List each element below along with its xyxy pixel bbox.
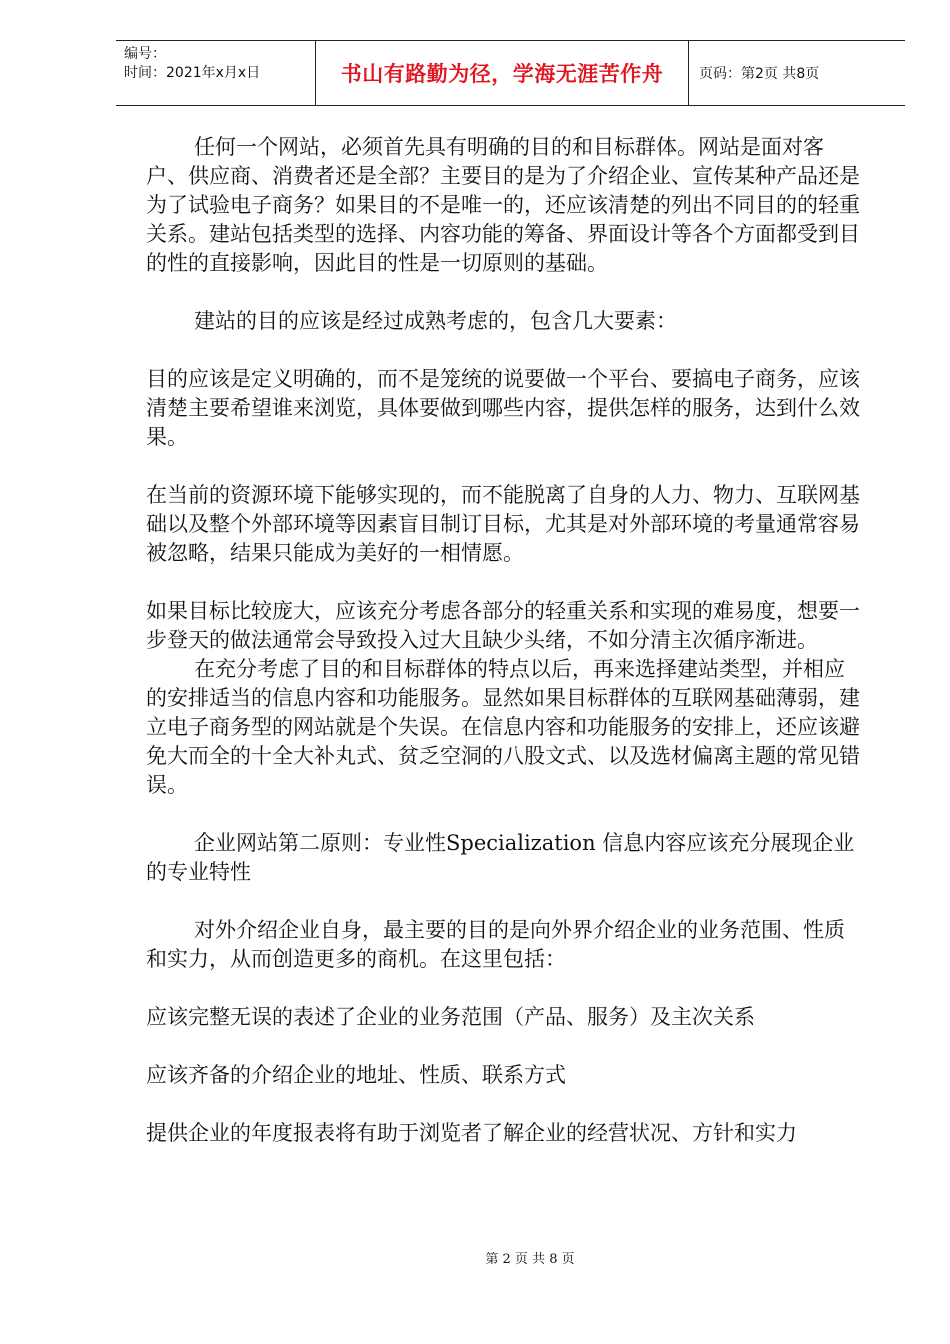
page-footer: 第 2 页 共 8 页 xyxy=(485,1252,575,1267)
paragraph-2: 建站的目的应该是经过成熟考虑的，包含几大要素： xyxy=(194,309,677,333)
document-body xyxy=(146,133,864,1148)
document-number-label: 编号： xyxy=(124,46,166,62)
paragraph-3: 目的应该是定义明确的，而不是笼统的说要做一个平台、要搞电子商务，应该清楚主要希望谁来浏览，具体要做到哪些内容，提供怎样的服务，达到什么效果。 xyxy=(146,367,860,449)
paragraph-11: 提供企业的年度报表将有助于浏览者了解企业的经营状况、方针和实力 xyxy=(146,1121,797,1145)
paragraph-1: 任何一个网站，必须首先具有明确的目的和目标群体。网站是面对客户、供应商、消费者还是全部？主要目的是为了介绍企业、宣传某种产品还是为了试验电子商务？如果目的不是唯一的，还应该清楚的列出不同目的的轻重关系。建站包括类型的选择、内容功能的筹备、界面设计等各个方面都受到目的性的直接影响，因此目的性是一切原则的基础。 xyxy=(146,135,860,275)
paragraph-10: 应该齐备的介绍企业的地址、性质、联系方式 xyxy=(146,1063,566,1087)
header-motto: 书山有路勤为径，学海无涯苦作舟 xyxy=(316,41,689,105)
paragraph-7: 企业网站第二原则：专业性Specialization 信息内容应该充分展现企业的专业特性 xyxy=(146,831,855,884)
header-page-info: 页码：第2页 共8页 xyxy=(699,66,820,82)
paragraph-4: 在当前的资源环境下能够实现的，而不能脱离了自身的人力、物力、互联网基础以及整个外部环境等因素盲目制订目标，尤其是对外部环境的考量通常容易被忽略，结果只能成为美好的一相情愿。 xyxy=(146,483,860,565)
paragraph-6: 在充分考虑了目的和目标群体的特点以后，再来选择建站类型，并相应的安排适当的信息内容和功能服务。显然如果目标群体的互联网基础薄弱，建立电子商务型的网站就是个失误。在信息内容和功能服务的安排上，还应该避免大而全的十全大补丸式、贫乏空洞的八股文式、以及选材偏离主题的常见错误。 xyxy=(146,657,860,797)
document-time-label: 时间：2021年x月x日 xyxy=(124,65,261,81)
paragraph-5: 如果目标比较庞大，应该充分考虑各部分的轻重关系和实现的难易度，想要一步登天的做法通常会导致投入过大且缺少头绪，不如分清主次循序渐进。 xyxy=(146,599,860,652)
paragraph-8: 对外介绍企业自身，最主要的目的是向外界介绍企业的业务范围、性质和实力，从而创造更多的商机。在这里包括： xyxy=(146,918,845,971)
header-meta xyxy=(116,41,316,105)
paragraph-9: 应该完整无误的表述了企业的业务范围（产品、服务）及主次关系 xyxy=(146,1005,755,1029)
page-header xyxy=(116,40,905,106)
